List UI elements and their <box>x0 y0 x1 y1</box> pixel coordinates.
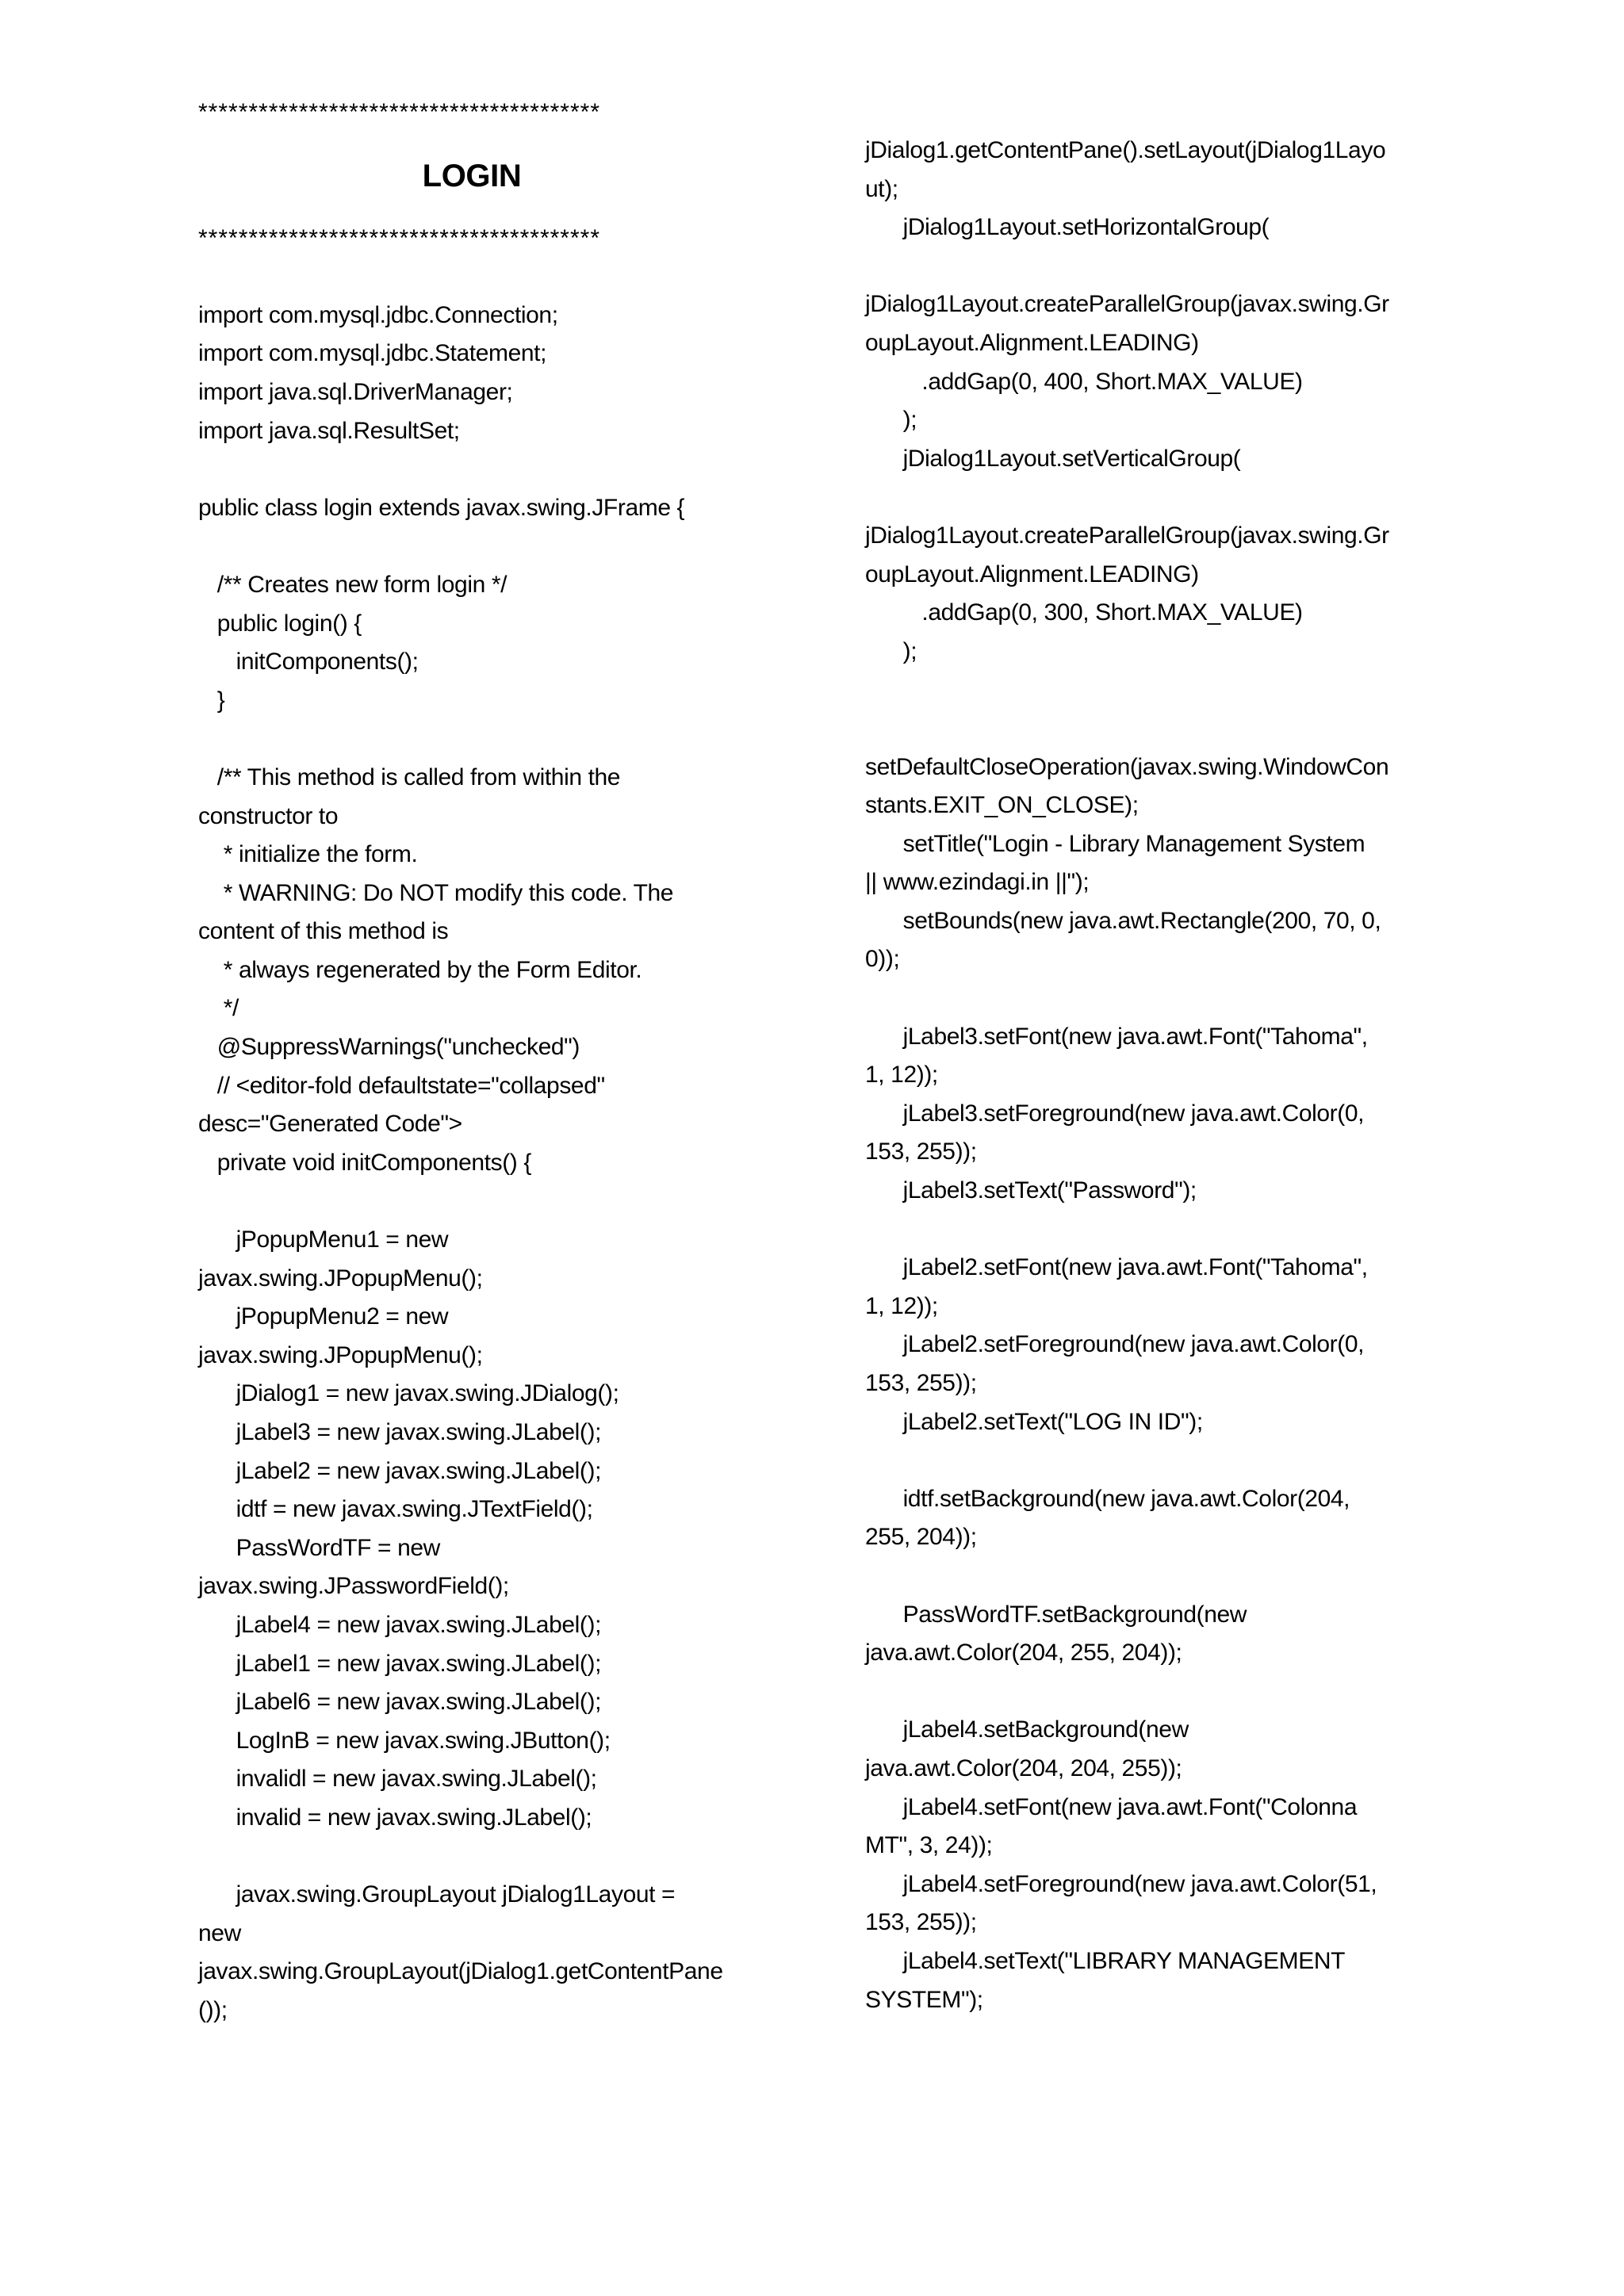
code-line <box>865 1441 1452 1480</box>
right-column <box>865 132 1452 2019</box>
stars-divider-bottom: **************************************** <box>198 224 600 251</box>
left-code-block <box>198 297 785 2030</box>
code-line <box>198 527 785 566</box>
code-line: jDialog1Layout.createParallelGroup(javax.swing.Gr <box>865 522 1389 549</box>
spacer <box>198 258 785 297</box>
code-line: @SuppressWarnings("unchecked") <box>198 1034 580 1061</box>
code-line: stants.EXIT_ON_CLOSE); <box>865 792 1139 819</box>
code-line: javax.swing.JPopupMenu(); <box>198 1341 483 1368</box>
code-line: private void initComponents() { <box>198 1149 531 1176</box>
code-line: invalid = new javax.swing.JLabel(); <box>198 1804 592 1831</box>
code-line: */ <box>198 995 239 1022</box>
code-line: 255, 204)); <box>865 1524 977 1551</box>
code-line: jPopupMenu1 = new <box>198 1226 449 1253</box>
code-line: ()); <box>198 1996 228 2023</box>
code-line: 153, 255)); <box>865 1370 977 1396</box>
code-line: MT", 3, 24)); <box>865 1832 993 1859</box>
code-line: invalidl = new javax.swing.JLabel(); <box>198 1766 597 1793</box>
code-line: javax.swing.GroupLayout jDialog1Layout = <box>198 1881 676 1908</box>
code-line: import com.mysql.jdbc.Statement; <box>198 340 547 367</box>
code-line: import com.mysql.jdbc.Connection; <box>198 301 558 328</box>
code-line: LogInB = new javax.swing.JButton(); <box>198 1727 611 1754</box>
code-line: oupLayout.Alignment.LEADING) <box>865 329 1199 356</box>
code-line: public class login extends javax.swing.JFrame { <box>198 494 685 521</box>
code-line: jLabel3.setText("Password"); <box>865 1177 1197 1204</box>
code-line: jLabel4.setText("LIBRARY MANAGEMENT <box>865 1947 1346 1974</box>
code-line <box>865 247 1452 286</box>
code-line <box>865 1211 1452 1249</box>
code-line: java.awt.Color(204, 255, 204)); <box>865 1640 1182 1667</box>
code-line: * WARNING: Do NOT modify this code. The <box>198 879 674 906</box>
code-line: jDialog1Layout.setVerticalGroup( <box>865 445 1241 472</box>
code-line: jLabel2.setFont(new java.awt.Font("Tahoma", <box>865 1254 1368 1281</box>
code-line <box>865 671 1452 710</box>
code-line: jLabel6 = new javax.swing.JLabel(); <box>198 1689 602 1716</box>
code-line: 1, 12)); <box>865 1292 938 1319</box>
stars-divider-top: **************************************** <box>198 99 600 125</box>
code-line: desc="Generated Code"> <box>198 1111 462 1138</box>
code-line: new <box>198 1919 241 1946</box>
code-line <box>198 1838 785 1877</box>
code-line: jPopupMenu2 = new <box>198 1303 449 1330</box>
code-line: jDialog1Layout.setHorizontalGroup( <box>865 214 1270 241</box>
code-line: /** This method is called from within the <box>198 763 621 790</box>
code-line: PassWordTF.setBackground(new <box>865 1601 1247 1628</box>
code-line: jDialog1Layout.createParallelGroup(javax.swing.Gr <box>865 291 1389 318</box>
code-line: 0)); <box>865 946 900 973</box>
code-line: constructor to <box>198 802 339 829</box>
code-line: .addGap(0, 300, Short.MAX_VALUE) <box>865 599 1303 626</box>
code-line: jLabel3.setForeground(new java.awt.Color(0, <box>865 1100 1365 1127</box>
code-line <box>865 478 1452 517</box>
code-line: jLabel4 = new javax.swing.JLabel(); <box>198 1611 602 1638</box>
code-line: import java.sql.ResultSet; <box>198 417 460 444</box>
code-line: idtf.setBackground(new java.awt.Color(204, <box>865 1485 1350 1512</box>
code-line: PassWordTF = new <box>198 1534 440 1561</box>
code-line: jLabel1 = new javax.swing.JLabel(); <box>198 1650 602 1677</box>
code-line: ut); <box>865 175 898 202</box>
code-line: setBounds(new java.awt.Rectangle(200, 70, 0, <box>865 907 1381 934</box>
code-line: content of this method is <box>198 918 449 945</box>
code-line: jLabel4.setForeground(new java.awt.Color(51, <box>865 1870 1377 1897</box>
code-line: javax.swing.JPasswordField(); <box>198 1573 509 1600</box>
code-line <box>865 710 1452 748</box>
code-line: setTitle("Login - Library Management System <box>865 830 1365 857</box>
left-column <box>198 94 785 2030</box>
code-line <box>198 450 785 489</box>
code-line <box>865 1673 1452 1712</box>
code-line: idtf = new javax.swing.JTextField(); <box>198 1496 593 1523</box>
code-line: /** Creates new form login */ <box>198 571 508 598</box>
code-line: initComponents(); <box>198 649 419 675</box>
code-line <box>198 1182 785 1221</box>
code-line: jLabel2.setText("LOG IN ID"); <box>865 1408 1203 1435</box>
code-line: jLabel2 = new javax.swing.JLabel(); <box>198 1457 602 1484</box>
code-line: jLabel4.setFont(new java.awt.Font("Colonna <box>865 1793 1358 1820</box>
code-line: oupLayout.Alignment.LEADING) <box>865 561 1199 587</box>
code-line: // <editor-fold defaultstate="collapsed" <box>198 1072 605 1099</box>
code-line: javax.swing.GroupLayout(jDialog1.getContentPane <box>198 1958 723 1985</box>
code-line: ); <box>865 637 917 664</box>
code-line: public login() { <box>198 610 362 637</box>
code-line: || www.ezindagi.in ||"); <box>865 869 1090 896</box>
code-line: import java.sql.DriverManager; <box>198 378 513 405</box>
code-line: 153, 255)); <box>865 1909 977 1936</box>
code-line: javax.swing.JPopupMenu(); <box>198 1265 483 1292</box>
code-line: 1, 12)); <box>865 1062 938 1089</box>
code-line: jDialog1 = new javax.swing.JDialog(); <box>198 1380 619 1407</box>
code-line <box>865 979 1452 1018</box>
code-line: .addGap(0, 400, Short.MAX_VALUE) <box>865 368 1303 395</box>
code-line: jLabel3 = new javax.swing.JLabel(); <box>198 1419 602 1445</box>
code-line: jLabel4.setBackground(new <box>865 1716 1189 1743</box>
code-line: SYSTEM"); <box>865 1986 983 2013</box>
code-line <box>865 1557 1452 1596</box>
code-line: ); <box>865 407 917 434</box>
code-line: 153, 255)); <box>865 1138 977 1165</box>
code-line: * always regenerated by the Form Editor. <box>198 956 642 983</box>
code-line: } <box>198 687 225 714</box>
code-line: * initialize the form. <box>198 841 418 868</box>
page-title: LOGIN <box>422 158 522 193</box>
code-line: java.awt.Color(204, 204, 255)); <box>865 1755 1182 1781</box>
right-code-block <box>865 132 1452 2019</box>
code-line: setDefaultCloseOperation(javax.swing.WindowCon <box>865 753 1389 780</box>
code-line: jDialog1.getContentPane().setLayout(jDialog1Layo <box>865 137 1386 163</box>
code-line <box>198 720 785 759</box>
code-line: jLabel2.setForeground(new java.awt.Color(0, <box>865 1331 1365 1358</box>
code-line: jLabel3.setFont(new java.awt.Font("Tahoma", <box>865 1023 1368 1050</box>
